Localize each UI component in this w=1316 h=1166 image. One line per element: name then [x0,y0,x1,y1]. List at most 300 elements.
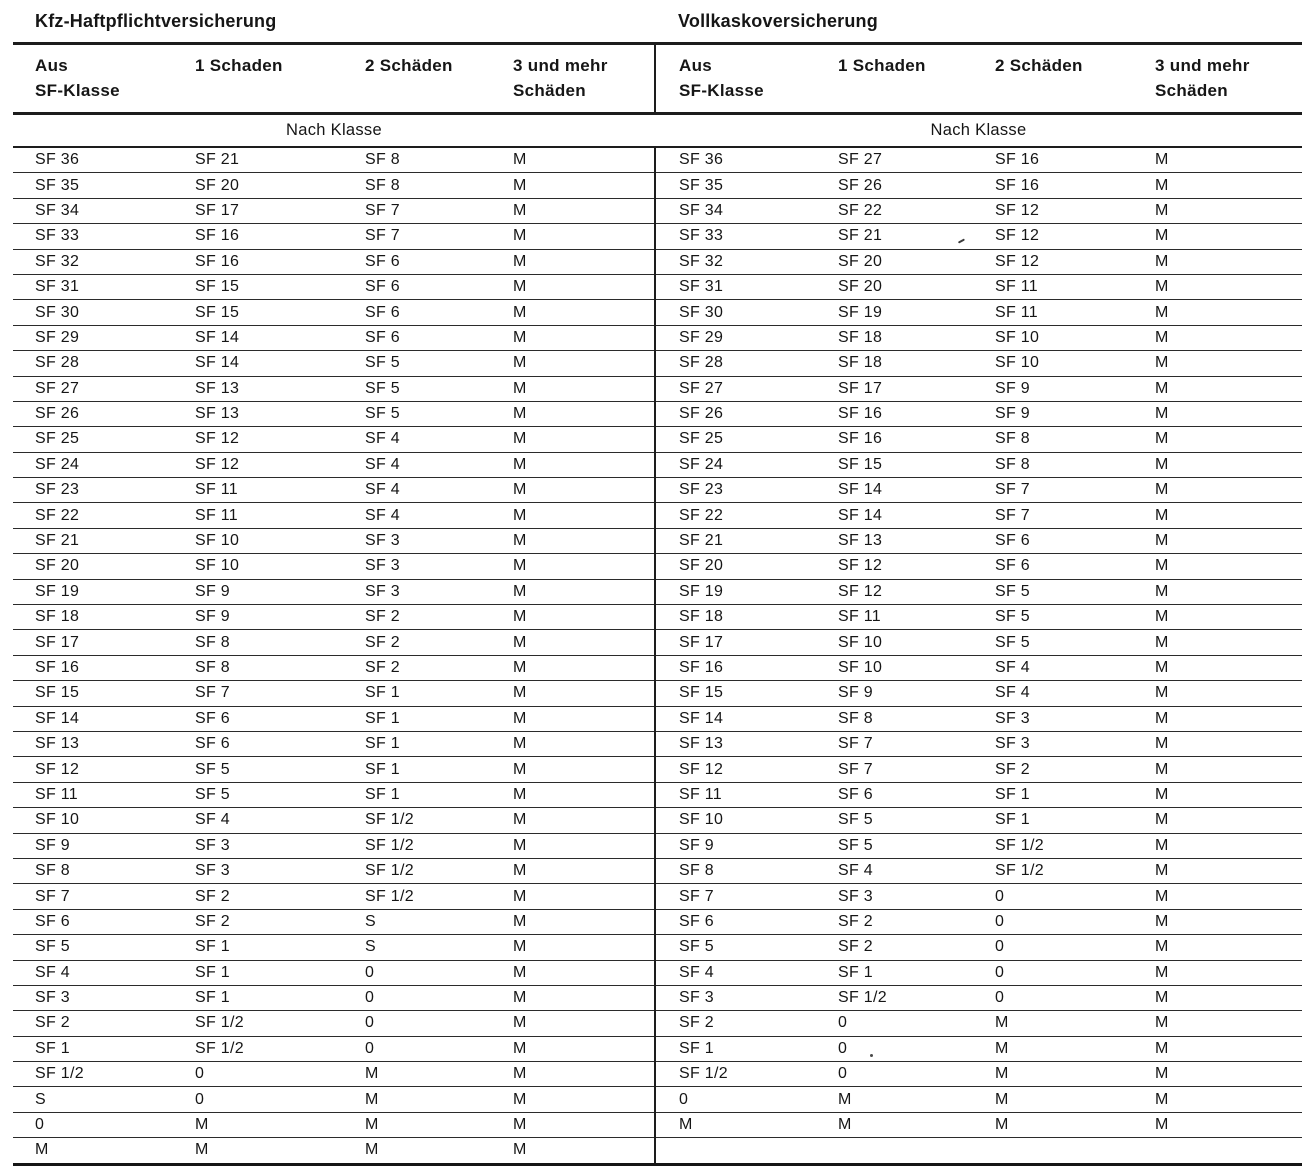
right-cell-col2: SF 7 [838,757,995,782]
right-cell-col3: SF 5 [995,630,1155,655]
right-cell-col3: SF 1/2 [995,858,1155,883]
right-cell-col4: M [1155,224,1302,249]
right-cell-col4: M [1155,706,1302,731]
right-cell-col4: M [1155,351,1302,376]
table-row [13,1011,1302,1036]
left-cell-col2: SF 21 [195,147,365,173]
right-cell-col4: M [1155,147,1302,173]
right-cell-col1: SF 33 [655,224,838,249]
left-cell-col3: SF 2 [365,605,513,630]
right-cell-col3: SF 16 [995,173,1155,198]
table-row [13,528,1302,553]
right-cell-col4: M [1155,528,1302,553]
left-cell-col3: SF 4 [365,478,513,503]
table-row [13,731,1302,756]
left-cell-col4: M [513,376,655,401]
left-cell-col2: SF 2 [195,884,365,909]
left-cell-col2: SF 6 [195,706,365,731]
left-cell-col2: SF 2 [195,909,365,934]
left-cell-col3: SF 1/2 [365,858,513,883]
right-cell-col3: SF 6 [995,528,1155,553]
right-cell-col1: SF 31 [655,274,838,299]
table-row [13,655,1302,680]
right-cell-col3: SF 11 [995,274,1155,299]
right-cell-col3: SF 4 [995,681,1155,706]
right-cell-col4: M [1155,579,1302,604]
left-cell-col4: M [513,528,655,553]
right-cell-col1: SF 26 [655,401,838,426]
table-row [13,478,1302,503]
left-cell-col2: SF 20 [195,173,365,198]
left-cell-col1: SF 25 [13,427,195,452]
left-cell-col2: SF 4 [195,808,365,833]
right-cell-col2: SF 2 [838,909,995,934]
left-cell-col3: SF 1 [365,782,513,807]
left-cell-col2: 0 [195,1062,365,1087]
right-cell-col3: SF 2 [995,757,1155,782]
table-row [13,554,1302,579]
left-cell-col4: M [513,1112,655,1137]
left-cell-col4: M [513,147,655,173]
right-cell-col3: 0 [995,909,1155,934]
left-cell-col3: SF 1 [365,731,513,756]
table-row [13,1112,1302,1137]
left-cell-col1: SF 13 [13,731,195,756]
right-cell-col3: M [995,1036,1155,1061]
left-cell-col4: M [513,427,655,452]
right-cell-empty [655,1138,1302,1164]
left-cell-col4: M [513,554,655,579]
header-line: 3 und mehr [513,56,608,75]
left-cell-col2: SF 15 [195,274,365,299]
right-cell-col2: SF 5 [838,808,995,833]
right-cell-col4: M [1155,960,1302,985]
left-cell-col3: SF 3 [365,528,513,553]
right-cell-col1: SF 14 [655,706,838,731]
left-cell-col2: SF 6 [195,731,365,756]
right-cell-col4: M [1155,300,1302,325]
left-cell-col4: M [513,935,655,960]
left-cell-col4: M [513,1036,655,1061]
table-row [13,960,1302,985]
left-cell-col3: S [365,909,513,934]
right-cell-col4: M [1155,858,1302,883]
table-row [13,1062,1302,1087]
table-titles [13,8,1302,42]
left-cell-col4: M [513,579,655,604]
right-cell-col2: SF 18 [838,351,995,376]
table-row [13,935,1302,960]
right-cell-col1: SF 19 [655,579,838,604]
right-cell-col4: M [1155,376,1302,401]
header-line: Aus [35,56,69,75]
right-cell-col4: M [1155,1011,1302,1036]
left-cell-col4: M [513,173,655,198]
right-cell-col4: M [1155,478,1302,503]
right-header-from-class [655,44,838,114]
left-cell-col4: M [513,1138,655,1164]
left-cell-col4: M [513,909,655,934]
left-cell-col2: SF 10 [195,528,365,553]
right-cell-col1: SF 1 [655,1036,838,1061]
right-cell-col2: SF 19 [838,300,995,325]
left-cell-col4: M [513,300,655,325]
right-cell-col2: 0 [838,1036,995,1061]
left-cell-col3: SF 4 [365,427,513,452]
right-cell-col3: SF 1/2 [995,833,1155,858]
left-cell-col2: SF 1 [195,985,365,1010]
left-cell-col3: SF 2 [365,655,513,680]
right-cell-col1: SF 20 [655,554,838,579]
left-cell-col3: 0 [365,1011,513,1036]
header-line: Aus [679,56,713,75]
left-cell-col1: SF 36 [13,147,195,173]
table-row [13,376,1302,401]
left-cell-col2: SF 9 [195,579,365,604]
right-cell-col2: SF 5 [838,833,995,858]
right-table-title: Vollkaskoversicherung [678,11,878,31]
right-cell-col3: M [995,1087,1155,1112]
left-cell-col1: SF 23 [13,478,195,503]
right-cell-col1: SF 3 [655,985,838,1010]
left-cell-col1: SF 3 [13,985,195,1010]
right-cell-col2: SF 12 [838,554,995,579]
right-cell-col1: SF 13 [655,731,838,756]
left-cell-col2: SF 7 [195,681,365,706]
left-cell-col4: M [513,833,655,858]
right-cell-col3: SF 1 [995,808,1155,833]
left-cell-col4: M [513,478,655,503]
right-cell-col4: M [1155,833,1302,858]
left-cell-col1: SF 20 [13,554,195,579]
right-cell-col4: M [1155,1087,1302,1112]
right-subheader-nach-klasse: Nach Klasse [655,114,1302,148]
left-subheader-nach-klasse: Nach Klasse [13,114,655,148]
left-cell-col1: SF 6 [13,909,195,934]
left-cell-col2: SF 11 [195,503,365,528]
right-cell-col1: SF 30 [655,300,838,325]
header-line: SF-Klasse [679,81,764,100]
left-cell-col2: M [195,1138,365,1164]
right-cell-col1: SF 28 [655,351,838,376]
right-cell-col2: 0 [838,1011,995,1036]
left-cell-col3: SF 4 [365,452,513,477]
left-cell-col4: M [513,960,655,985]
right-cell-col3: SF 9 [995,401,1155,426]
right-cell-col2: SF 10 [838,655,995,680]
right-cell-col2: SF 21 [838,224,995,249]
left-cell-col4: M [513,884,655,909]
left-cell-col2: SF 5 [195,757,365,782]
right-cell-col3: SF 5 [995,605,1155,630]
left-cell-col2: SF 16 [195,249,365,274]
right-cell-col2: M [838,1112,995,1137]
right-cell-col2: SF 20 [838,249,995,274]
right-cell-col3: SF 8 [995,452,1155,477]
table-row [13,757,1302,782]
left-cell-col1: SF 26 [13,401,195,426]
header-line: Schäden [1155,81,1228,100]
right-cell-col2: SF 1/2 [838,985,995,1010]
right-cell-col4: M [1155,1062,1302,1087]
table-row [13,605,1302,630]
right-cell-col3: SF 7 [995,478,1155,503]
right-cell-col4: M [1155,401,1302,426]
left-cell-col1: SF 5 [13,935,195,960]
right-cell-col2: SF 16 [838,427,995,452]
left-cell-col3: SF 3 [365,554,513,579]
left-cell-col1: SF 14 [13,706,195,731]
left-cell-col4: M [513,808,655,833]
left-cell-col3: SF 1 [365,681,513,706]
right-cell-col1: SF 17 [655,630,838,655]
right-cell-col1: SF 36 [655,147,838,173]
right-cell-col1: SF 12 [655,757,838,782]
header-row [13,44,1302,114]
right-cell-col3: SF 12 [995,249,1155,274]
right-cell-col4: M [1155,554,1302,579]
left-cell-col3: SF 1 [365,757,513,782]
table-row [13,249,1302,274]
table-row [13,224,1302,249]
right-cell-col3: SF 12 [995,198,1155,223]
left-cell-col3: 0 [365,985,513,1010]
right-cell-col1: SF 23 [655,478,838,503]
right-cell-col1: SF 4 [655,960,838,985]
right-cell-col4: M [1155,605,1302,630]
left-cell-col1: SF 1 [13,1036,195,1061]
right-cell-col2: SF 14 [838,478,995,503]
left-cell-col4: M [513,249,655,274]
right-cell-col3: 0 [995,935,1155,960]
right-cell-col4: M [1155,1112,1302,1137]
right-cell-col4: M [1155,503,1302,528]
left-cell-col2: SF 13 [195,376,365,401]
right-cell-col3: 0 [995,960,1155,985]
right-cell-col4: M [1155,757,1302,782]
right-cell-col3: SF 10 [995,351,1155,376]
left-cell-col3: M [365,1087,513,1112]
left-cell-col1: SF 11 [13,782,195,807]
table-row [13,858,1302,883]
left-cell-col4: M [513,1011,655,1036]
left-cell-col1: SF 4 [13,960,195,985]
right-cell-col3: SF 9 [995,376,1155,401]
left-cell-col4: M [513,858,655,883]
right-cell-col2: SF 8 [838,706,995,731]
table-row [13,782,1302,807]
left-cell-col2: SF 8 [195,655,365,680]
right-cell-col2: SF 17 [838,376,995,401]
left-cell-col1: M [13,1138,195,1164]
right-cell-col3: SF 16 [995,147,1155,173]
left-cell-col1: SF 30 [13,300,195,325]
left-cell-col2: SF 15 [195,300,365,325]
left-cell-col1: SF 27 [13,376,195,401]
right-cell-col4: M [1155,782,1302,807]
right-cell-col3: SF 6 [995,554,1155,579]
right-cell-col3: SF 3 [995,706,1155,731]
left-cell-col2: SF 13 [195,401,365,426]
right-cell-col1: SF 35 [655,173,838,198]
left-cell-col2: SF 1 [195,960,365,985]
right-cell-col1: SF 34 [655,198,838,223]
left-cell-col1: 0 [13,1112,195,1137]
table-row [13,452,1302,477]
right-cell-col1: SF 15 [655,681,838,706]
left-cell-col4: M [513,351,655,376]
left-cell-col3: SF 6 [365,274,513,299]
left-header-from-class [13,44,195,114]
left-cell-col2: SF 1/2 [195,1036,365,1061]
right-cell-col4: M [1155,681,1302,706]
table-row [13,1138,1302,1164]
left-cell-col3: SF 3 [365,579,513,604]
left-cell-col2: SF 3 [195,833,365,858]
left-cell-col2: SF 10 [195,554,365,579]
left-cell-col3: SF 6 [365,249,513,274]
left-cell-col3: 0 [365,960,513,985]
right-cell-col3: SF 7 [995,503,1155,528]
right-cell-col2: M [838,1087,995,1112]
right-cell-col1: SF 11 [655,782,838,807]
left-cell-col2: SF 14 [195,325,365,350]
right-cell-col2: SF 22 [838,198,995,223]
left-cell-col1: SF 7 [13,884,195,909]
right-cell-col4: M [1155,909,1302,934]
right-cell-col4: M [1155,325,1302,350]
right-cell-col1: SF 16 [655,655,838,680]
table-row [13,833,1302,858]
sf-class-downgrade-table [13,42,1302,1166]
table-row [13,1087,1302,1112]
left-cell-col3: SF 5 [365,401,513,426]
right-cell-col2: SF 2 [838,935,995,960]
left-cell-col1: SF 34 [13,198,195,223]
left-cell-col1: SF 10 [13,808,195,833]
left-cell-col3: SF 8 [365,147,513,173]
left-cell-col3: SF 7 [365,198,513,223]
left-cell-col4: M [513,630,655,655]
right-cell-col3: 0 [995,985,1155,1010]
left-cell-col4: M [513,706,655,731]
left-cell-col2: SF 5 [195,782,365,807]
left-header-two-claims: 2 Schäden [365,44,513,114]
table-row [13,706,1302,731]
right-cell-col3: M [995,1112,1155,1137]
left-cell-col3: S [365,935,513,960]
left-cell-col3: SF 7 [365,224,513,249]
left-cell-col1: SF 28 [13,351,195,376]
right-cell-col4: M [1155,452,1302,477]
right-cell-col1: SF 9 [655,833,838,858]
right-cell-col3: SF 10 [995,325,1155,350]
right-header-three-plus-claims [1155,44,1302,114]
document-page [0,8,1316,1159]
right-cell-col4: M [1155,808,1302,833]
left-cell-col3: M [365,1138,513,1164]
right-cell-col1: SF 29 [655,325,838,350]
right-cell-col2: SF 4 [838,858,995,883]
right-cell-col3: M [995,1062,1155,1087]
right-cell-col1: SF 32 [655,249,838,274]
right-cell-col4: M [1155,249,1302,274]
right-cell-col3: M [995,1011,1155,1036]
left-cell-col1: SF 29 [13,325,195,350]
right-cell-col2: SF 10 [838,630,995,655]
left-table-title: Kfz-Haftpflichtversicherung [35,11,277,31]
table-row [13,300,1302,325]
right-cell-col2: SF 15 [838,452,995,477]
table-row [13,325,1302,350]
left-cell-col4: M [513,985,655,1010]
left-cell-col4: M [513,224,655,249]
left-cell-col4: M [513,1062,655,1087]
right-cell-col2: SF 26 [838,173,995,198]
left-cell-col1: SF 22 [13,503,195,528]
table-row [13,884,1302,909]
right-cell-col4: M [1155,173,1302,198]
left-cell-col2: SF 9 [195,605,365,630]
right-cell-col1: SF 5 [655,935,838,960]
left-cell-col3: SF 8 [365,173,513,198]
right-cell-col4: M [1155,198,1302,223]
table-row [13,503,1302,528]
right-cell-col1: 0 [655,1087,838,1112]
subheader-row [13,114,1302,148]
right-cell-col1: SF 21 [655,528,838,553]
right-cell-col3: SF 12 [995,224,1155,249]
right-cell-col1: SF 7 [655,884,838,909]
right-cell-col3: SF 1 [995,782,1155,807]
table-row [13,681,1302,706]
left-cell-col3: SF 1/2 [365,808,513,833]
right-cell-col1: SF 27 [655,376,838,401]
left-header-three-plus-claims [513,44,655,114]
right-cell-col1: SF 10 [655,808,838,833]
right-cell-col2: SF 9 [838,681,995,706]
left-cell-col1: SF 24 [13,452,195,477]
right-cell-col2: SF 16 [838,401,995,426]
header-line: 3 und mehr [1155,56,1250,75]
table-row [13,1036,1302,1061]
right-cell-col2: SF 7 [838,731,995,756]
left-cell-col1: SF 17 [13,630,195,655]
left-cell-col4: M [513,503,655,528]
left-cell-col3: SF 5 [365,376,513,401]
left-header-one-claim: 1 Schaden [195,44,365,114]
left-cell-col4: M [513,757,655,782]
left-cell-col1: SF 16 [13,655,195,680]
left-cell-col2: SF 11 [195,478,365,503]
left-cell-col3: SF 5 [365,351,513,376]
right-cell-col2: SF 27 [838,147,995,173]
left-cell-col1: SF 33 [13,224,195,249]
right-cell-col3: SF 3 [995,731,1155,756]
header-line: Schäden [513,81,586,100]
header-line: SF-Klasse [35,81,120,100]
left-cell-col3: M [365,1062,513,1087]
right-cell-col3: SF 11 [995,300,1155,325]
right-cell-col3: SF 5 [995,579,1155,604]
left-cell-col2: SF 17 [195,198,365,223]
left-cell-col2: SF 3 [195,858,365,883]
left-cell-col4: M [513,782,655,807]
scan-artifact-dot [870,1054,873,1057]
left-cell-col3: SF 1 [365,706,513,731]
right-cell-col1: SF 2 [655,1011,838,1036]
left-cell-col1: SF 12 [13,757,195,782]
